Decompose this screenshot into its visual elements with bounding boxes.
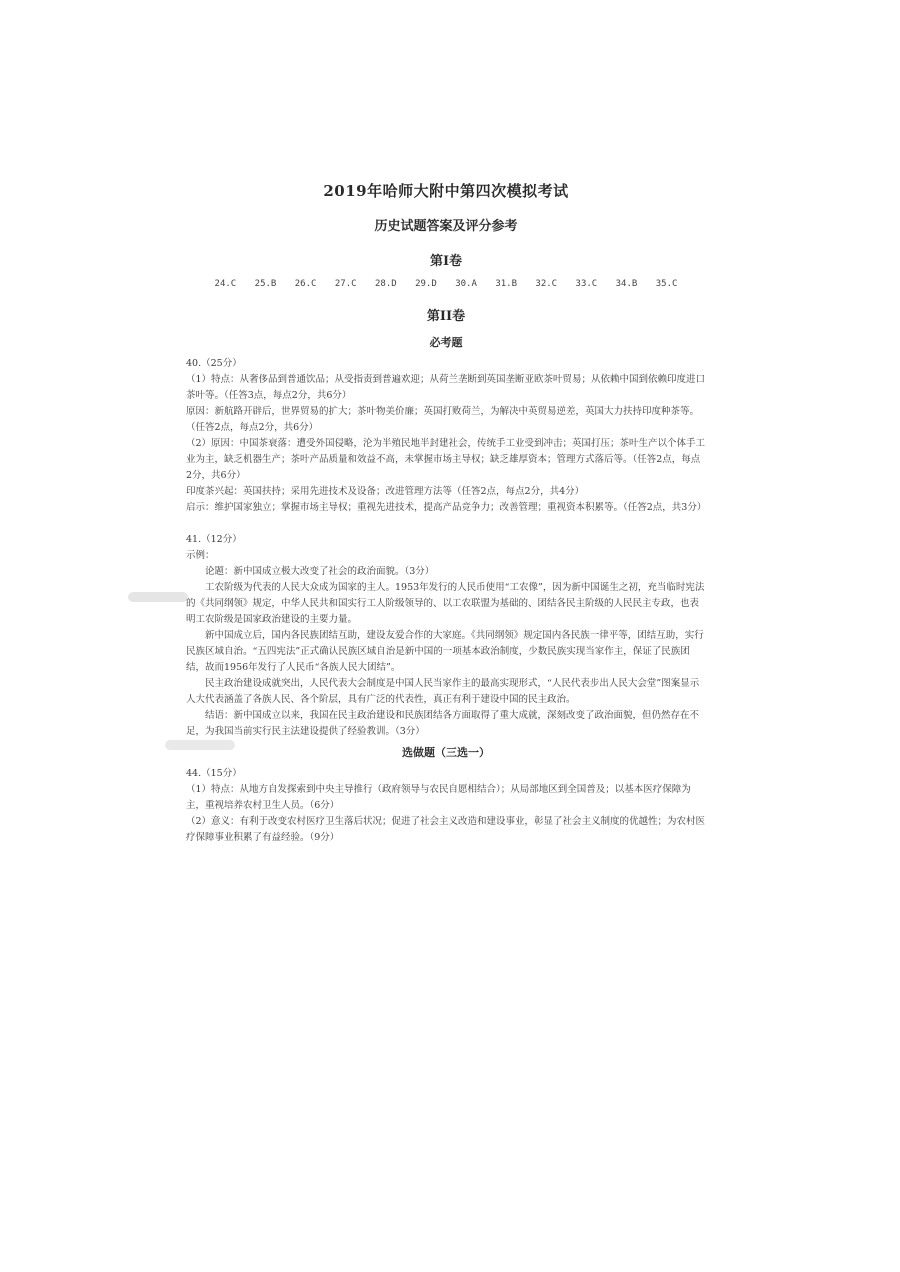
answer-item: 28.D — [374, 279, 397, 289]
doc-subtitle: 历史试题答案及评分参考 — [374, 219, 518, 234]
answer-item: 24.C — [214, 279, 237, 289]
answer-line: 启示：维护国家独立；掌握市场主导权；重视先进技术，提高产品竞争力；改善管理；重视资本积累等。（任答2点，共3分） — [186, 502, 707, 513]
answer-line: 原因：新航路开辟后，世界贸易的扩大；茶叶物美价廉；英国打败荷兰，为解决中英贸易逆差，英国大力扶持印度种茶等。（任答2点，每点2分，共6分） — [186, 406, 700, 433]
multiple-choice-answers — [186, 279, 706, 289]
answer-item: 33.C — [575, 279, 598, 289]
answer-line: （1）特点：从地方自发探索到中央主导推行（政府领导与农民自愿相结合）；从局部地区到全国普及；以基本医疗保障为主，重视培养农村卫生人员。（6分） — [186, 784, 691, 811]
required-heading: 必考题 — [429, 336, 463, 349]
answer-line: （2）意义：有利于改变农村医疗卫生落后状况；促进了社会主义改造和建设事业，彰显了社会主义制度的优越性；为农村医疗保障事业积累了有益经验。（9分） — [186, 816, 706, 843]
answer-item: 31.B — [495, 279, 517, 289]
answer-item: 32.C — [535, 279, 558, 289]
answer-line: （1）特点：从奢侈品到普通饮品；从受指责到普遍欢迎；从荷兰垄断到英国垄断亚欧茶叶贸易；从依赖中国到依赖印度进口茶叶等。（任答3点，每点2分，共6分） — [186, 374, 706, 401]
doc-title: 2019年哈师大附中第四次模拟考试 — [323, 182, 569, 200]
example-label: 示例： — [186, 550, 215, 561]
answer-paragraph: 工农阶级为代表的人民大众成为国家的主人。1953年发行的人民币使用“工农像”，因为新中国诞生之初，充当临时宪法的《共同纲领》规定，中华人民共和国实行工人阶级领导的、以工农联盟为基础的、团结各民主阶级的人民民主专政，也表明工农阶级是国家政治建设的主要力量。 — [186, 582, 705, 625]
answer-line: （2）原因：中国茶衰落：遭受外国侵略，沦为半殖民地半封建社会，传统手工业受到冲击；英国打压；茶叶生产以个体手工业为主，缺乏机器生产；茶叶产品质量和效益不高，未掌握市场主导权；缺乏雄厚资本；管理方式落后等。（任答2点，每点2分，共6分） — [186, 438, 706, 481]
answer-item: 35.C — [655, 279, 678, 289]
question-40 — [186, 356, 706, 516]
answer-paragraph: 新中国成立后，国内各民族团结互助，建设友爱合作的大家庭。《共同纲领》规定国内各民族一律平等，团结互助，实行民族区域自治。“五四宪法”正式确认民族区域自治是新中国的一项基本政治制度，少数民族实现当家作主，保证了民族团结，故而1956年发行了人民币“各族人民大团结”。 — [186, 630, 704, 673]
answer-item: 34.B — [615, 279, 638, 289]
answer-line: 印度茶兴起：英国扶持；采用先进技术及设备；改进管理方法等（任答2点，每点2分，共4分） — [186, 486, 585, 497]
question-header: 44.（15分） — [186, 768, 242, 779]
question-header: 41.（12分） — [186, 534, 242, 545]
volume-1-heading: 第I卷 — [429, 254, 463, 269]
elective-heading: 选做题（三选一） — [402, 746, 490, 759]
scan-smudge — [128, 592, 188, 602]
answer-paragraph: 民主政治建设成就突出，人民代表大会制度是中国人民当家作主的最高实现形式，“人民代表步出人民大会堂”图案显示人大代表涵盖了各族人民、各个阶层，具有广泛的代表性，真正有利于建设中国的民主政治。 — [186, 678, 700, 705]
answer-sheet — [186, 180, 706, 846]
spacer — [186, 516, 706, 532]
answer-item: 30.A — [455, 279, 477, 289]
answer-item: 29.D — [415, 279, 437, 289]
question-44 — [186, 766, 706, 846]
answer-item: 27.C — [334, 279, 357, 289]
answer-item: 25.B — [254, 279, 277, 289]
answer-paragraph: 论题：新中国成立极大改变了社会的政治面貌。（3分） — [205, 566, 435, 577]
volume-2-heading: 第II卷 — [426, 309, 466, 324]
question-41 — [186, 532, 706, 740]
question-header: 40.（25分） — [186, 358, 242, 369]
answer-paragraph: 结语：新中国成立以来，我国在民主政治建设和民族团结各方面取得了重大成就，深刻改变了政治面貌，但仍然存在不足，为我国当前实行民主法建设提供了经验教训。（3分） — [186, 710, 700, 737]
answer-item: 26.C — [294, 279, 317, 289]
